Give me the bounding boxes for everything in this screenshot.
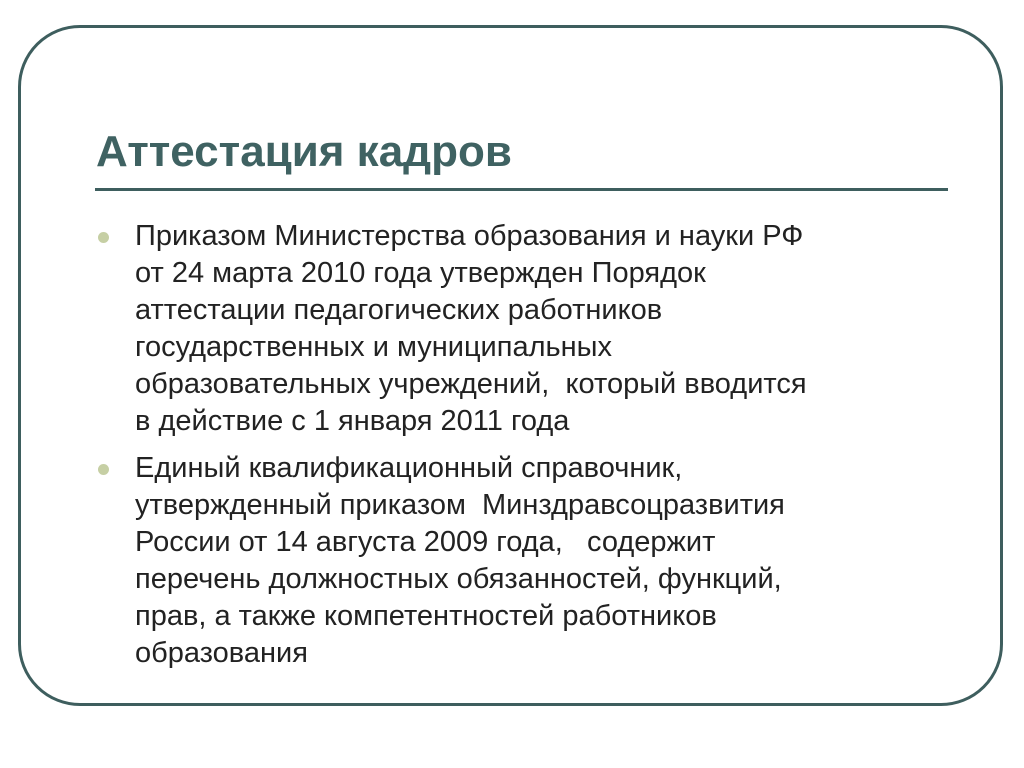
bullet-line: прав, а также компетентностей работников xyxy=(135,600,717,632)
bullet-item-1 xyxy=(90,218,950,440)
bullet-item-2 xyxy=(90,450,950,672)
bullet-line: от 24 марта 2010 года утвержден Порядок xyxy=(135,257,706,289)
bullet-dot-icon xyxy=(98,232,109,243)
bullet-line: России от 14 августа 2009 года, содержит xyxy=(135,526,716,558)
title-divider xyxy=(95,188,948,191)
bullet-line: Приказом Министерства образования и науки РФ xyxy=(135,220,804,252)
bullet-line: утвержденный приказом Минздравсоцразвития xyxy=(135,489,785,521)
bullet-list xyxy=(90,218,950,682)
bullet-line: перечень должностных обязанностей, функций, xyxy=(135,563,782,595)
bullet-line: в действие с 1 января 2011 года xyxy=(135,405,570,437)
bullet-line: аттестации педагогических работников xyxy=(135,294,663,326)
bullet-dot-icon xyxy=(98,464,109,475)
bullet-line: образования xyxy=(135,637,308,669)
bullet-line: государственных и муниципальных xyxy=(135,331,612,363)
bullet-line: Единый квалификационный справочник, xyxy=(135,452,683,484)
slide-title: Аттестация кадров xyxy=(96,127,512,176)
bullet-line: образовательных учреждений, который вводится xyxy=(135,368,807,400)
